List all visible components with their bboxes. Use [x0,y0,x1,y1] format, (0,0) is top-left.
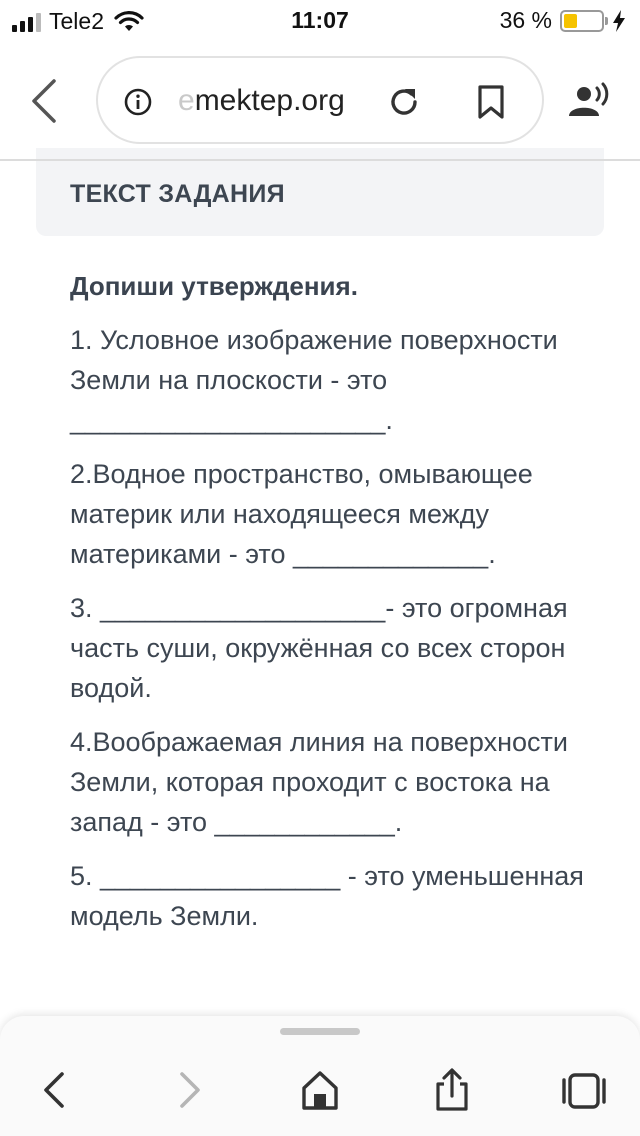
statement-4: 4.Воображаемая линия на поверхности Земли, которая проходит с востока на запад - это ____________. [70,727,569,837]
home-icon[interactable] [298,1068,342,1112]
bookmark-icon[interactable] [476,84,506,120]
url-domain: mektep.org [194,84,345,117]
info-icon[interactable] [124,88,152,116]
tabs-icon[interactable] [562,1068,606,1112]
statement-3: 3. ___________________- это огромная часть суши, окружённая со всех сторон водой. [70,593,568,703]
bottom-navigation-bar [0,1016,640,1136]
share-icon[interactable] [430,1068,474,1112]
status-right [500,7,626,34]
statement-2: 2.Водное пространство, омывающее материк или находящееся между материками - это _____________. [70,459,533,569]
toolbar-divider [0,159,640,161]
status-bar [0,0,640,42]
forward-arrow-icon[interactable] [166,1068,210,1112]
back-icon[interactable] [26,78,62,124]
battery-level [564,14,577,28]
url-faded-prefix: e [178,84,195,117]
address-bar[interactable] [96,56,544,144]
browser-toolbar [0,42,640,160]
task-title: ТЕКСТ ЗАДАНИЯ [70,180,285,208]
back-arrow-icon[interactable] [34,1068,78,1112]
battery-percent: 36 % [499,7,552,33]
reload-icon[interactable] [386,84,422,120]
statement-1: 1. Условное изображение поверхности Земли на плоскости - это _____________________. [70,325,558,435]
carrier-name: Tele2 [49,8,104,34]
task-header-panel [36,148,604,236]
statement-5: 5. ________________ - это уменьшенная модель Земли. [70,861,584,931]
battery-cap [605,17,608,25]
task-heading: Допиши утверждения. [70,271,358,301]
clock: 11:07 [291,7,349,33]
charging-bolt-icon [612,10,626,32]
task-content [70,266,590,950]
drag-handle[interactable] [280,1028,360,1035]
reader-voice-icon[interactable] [566,82,614,122]
battery-icon [560,10,604,32]
url-text[interactable] [178,84,368,118]
